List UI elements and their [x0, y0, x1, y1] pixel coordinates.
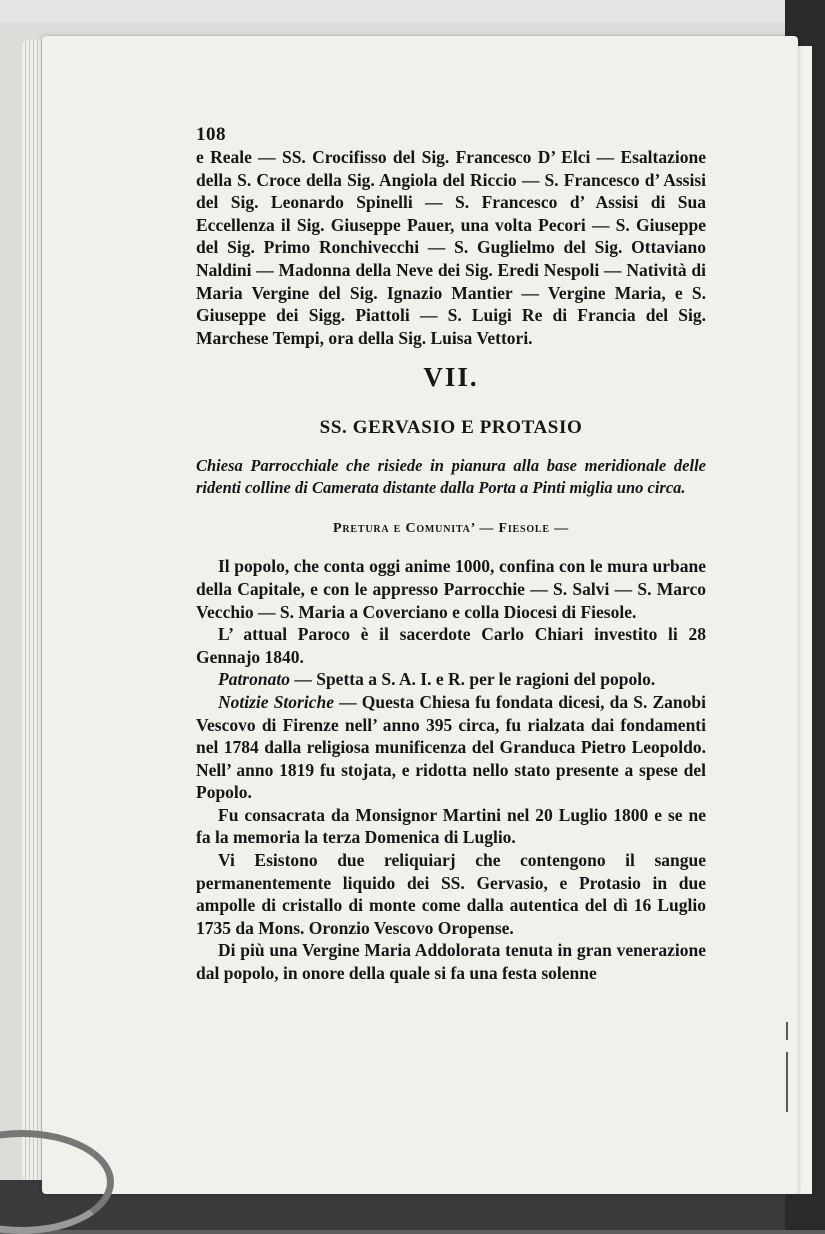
body-text [196, 555, 706, 984]
continued-text [196, 146, 706, 349]
history-text: — Questa Chiesa fu fondata dicesi, da S. Zanobi Vescovo di Firenze nell’ anno 395 circa, fu rialzata dai fondamenti nel 1784 dalla religiosa munificenza del Granduca Pietro Leopoldo. Nell’ anno 1819 fu stojata, e ridotta nello stato presente a spese del Popolo. [196, 691, 706, 803]
history-label: Notizie Storiche [218, 691, 334, 712]
binding-mark [786, 1052, 788, 1112]
patronage-label: Patronato [218, 669, 290, 690]
page-content [196, 124, 706, 985]
church-description-text: Chiesa Parrocchiale che risiede in pianura alla base meridionale delle ridenti colline di Camerata distante dalla Porta a Pinti miglia uno circa. [196, 456, 706, 498]
paragraph-relics: Vi Esistono due reliquiarj che contengono il sangue permanentemente liquido dei SS. Gervasio, e Protasio in due ampolle di cristallo di monte come dalla autentica del dì 16 Luglio 1735 da Mons. Oronzio Vescovo Oropense. [196, 850, 706, 938]
page-number: 108 [196, 124, 226, 145]
paragraph-population: Il popolo, che conta oggi anime 1000, confina con le mura urbane della Capitale, e con le appresso Parrocchie — S. Salvi — S. Marco Vecchio — S. Maria a Coverciano e colla Diocesi di Fiesole. [196, 556, 706, 622]
paragraph-parish-priest: L’ attual Paroco è il sacerdote Carlo Chiari investito li 28 Gennajo 1840. [196, 624, 706, 667]
church-title: SS. GERVASIO E PROTASIO [319, 417, 583, 439]
continuation-paragraph: e Reale — SS. Crocifisso del Sig. Francesco D’ Elci — Esaltazione della S. Croce della Sig. Angiola del Riccio — S. Francesco d’ Assisi del Sig. Leonardo Spinelli — S. Francesco d’ Assisi di Sua Eccellenza il Sig. Giuseppe Pauer, una volta Pecori — S. Giuseppe del Sig. Primo Ronchivecchi — S. Guglielmo del Sig. Ottaviano Naldini — Madonna della Neve dei Sig. Eredi Nespoli — Natività di Maria Vergine del Sig. Ignazio Mantier — Vergine Maria, e S. Giuseppe dei Sigg. Piattoli — S. Luigi Re di Francia del Sig. Marchese Tempi, ora della Sig. Luisa Vettori. [196, 147, 706, 348]
paragraph-patronage [196, 668, 706, 691]
patronage-text: — Spetta a S. A. I. e R. per le ragioni del popolo. [289, 669, 656, 690]
paragraph-history [196, 691, 706, 804]
church-description [196, 455, 706, 499]
jurisdiction-heading: Pretura e Comunita’ — Fiesole — [333, 521, 569, 537]
section-number: VII. [423, 362, 479, 393]
paragraph-addolorata: Di più una Vergine Maria Addolorata tenuta in gran venerazione dal popolo, in onore della quale si fa una festa solenne [196, 940, 706, 984]
paragraph-consecration: Fu consacrata da Monsignor Martini nel 20 Luglio 1800 e se ne fa la memoria la terza Domenica di Luglio. [196, 804, 706, 848]
binding-mark [786, 1022, 788, 1040]
